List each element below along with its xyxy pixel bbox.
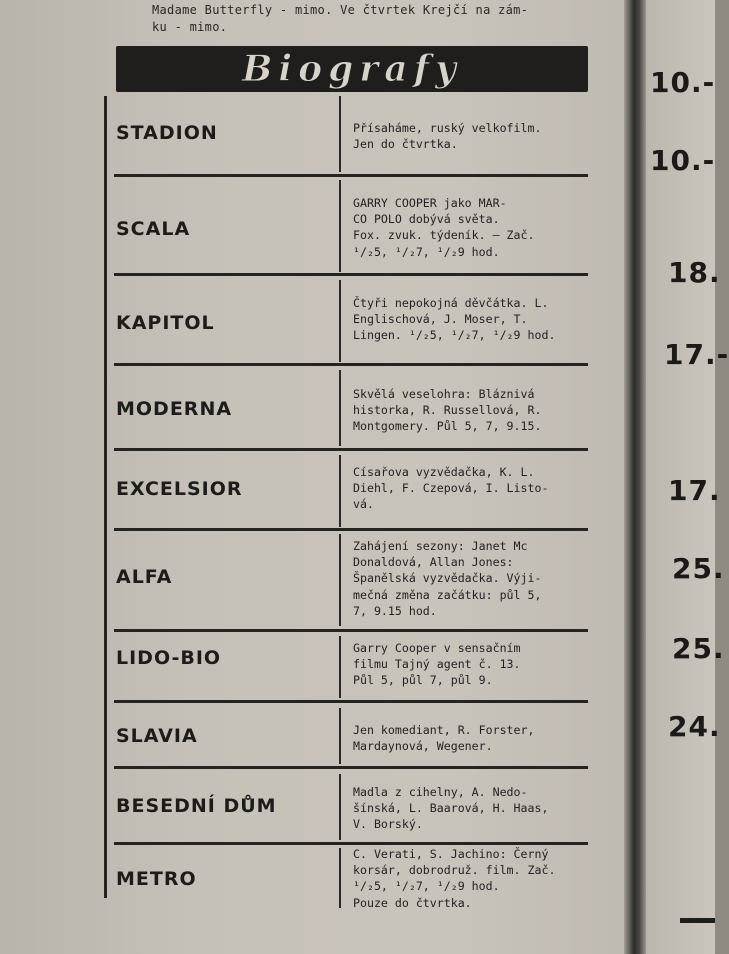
section-title: Biografy — [242, 48, 462, 90]
table-left-border — [104, 96, 107, 898]
cinema-name: METRO — [116, 868, 197, 890]
edge-number: 18. — [668, 256, 721, 289]
column-divider — [339, 774, 341, 840]
edge-dash — [680, 918, 715, 923]
row-divider — [114, 528, 588, 531]
cinema-program: Přísaháme, ruský velkofilm. Jen do čtvrtka. — [353, 121, 542, 152]
row-divider — [114, 363, 588, 366]
column-divider — [339, 96, 341, 172]
row-divider — [114, 629, 588, 632]
row-divider — [114, 174, 588, 177]
row-divider — [114, 766, 588, 769]
column-divider — [339, 636, 341, 698]
row-divider — [114, 273, 588, 276]
cinema-name: SLAVIA — [116, 725, 198, 747]
cinema-program: Císařova vyzvědačka, K. L. Diehl, F. Czepová, I. Listo- vá. — [353, 465, 549, 512]
column-divider — [339, 708, 341, 764]
top-note-line-1: Madame Butterfly - mimo. Ve čtvrtek Krejčí na zám- — [152, 3, 529, 17]
edge-number: 10.- — [650, 66, 716, 99]
column-divider — [339, 455, 341, 527]
column-divider — [339, 534, 341, 626]
column-divider — [339, 370, 341, 446]
cinema-name: STADION — [116, 122, 218, 144]
cinema-program: Jen komediant, R. Forster, Mardaynová, Wegener. — [353, 723, 535, 754]
row-divider — [114, 448, 588, 451]
edge-number: 24. — [668, 710, 721, 743]
page-fold — [624, 0, 646, 954]
cinema-program: GARRY COOPER jako MAR- CO POLO dobývá světa. Fox. zvuk. týdeník. — Zač. ¹/₂5, ¹/₂7, ¹/₂9 hod. — [353, 196, 535, 259]
cinema-name: MODERNA — [116, 398, 233, 420]
cinema-program: C. Verati, S. Jachino: Černý korsár, dobrodruž. film. Zač. ¹/₂5, ¹/₂7, ¹/₂9 hod. Pouze do čtvrtka. — [353, 847, 556, 910]
cinema-name: LIDO-BIO — [116, 647, 222, 669]
cinema-name: EXCELSIOR — [116, 478, 243, 500]
top-note-line-2: ku - mimo. — [152, 20, 228, 34]
cinema-program: Garry Cooper v sensačním filmu Tajný agent č. 13. Půl 5, půl 7, půl 9. — [353, 641, 521, 688]
column-divider — [339, 280, 341, 362]
edge-number: 25. — [672, 632, 725, 665]
section-header — [116, 46, 588, 92]
edge-number: 25. — [672, 552, 725, 585]
cinema-name: SCALA — [116, 218, 191, 240]
cinema-program: Zahájení sezony: Janet Mc Donaldová, Allan Jones: Španělská vyzvědačka. Výji- mečná změna začátku: půl 5, 7, 9.15 hod. — [353, 539, 542, 618]
row-divider — [114, 842, 588, 845]
top-note — [152, 2, 592, 36]
cinema-name: KAPITOL — [116, 312, 215, 334]
cinema-name: BESEDNÍ DŮM — [116, 795, 277, 817]
row-divider — [114, 700, 588, 703]
edge-number: 17. — [668, 474, 721, 507]
cinema-program: Čtyři nepokojná děvčátka. L. Englischová, J. Moser, T. Lingen. ¹/₂5, ¹/₂7, ¹/₂9 hod. — [353, 296, 556, 343]
edge-number: 10.- — [650, 144, 716, 177]
column-divider — [339, 848, 341, 908]
column-divider — [339, 180, 341, 272]
cinema-name: ALFA — [116, 566, 173, 588]
cinema-program: Skvělá veselohra: Bláznivá historka, R. Russellová, R. Montgomery. Půl 5, 7, 9.15. — [353, 387, 542, 434]
edge-number: 17.- — [664, 338, 729, 371]
cinema-program: Madla z cihelny, A. Nedo- šínská, L. Baarová, H. Haas, V. Borský. — [353, 785, 549, 832]
